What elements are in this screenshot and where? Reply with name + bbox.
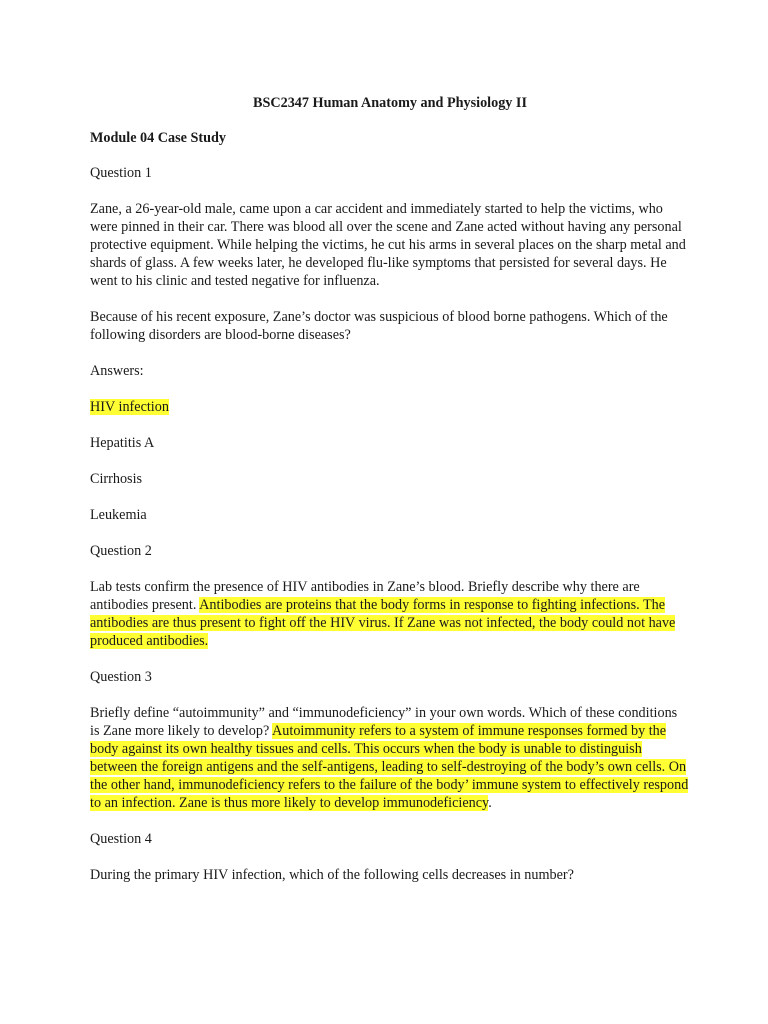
question-3-label: Question 3	[90, 669, 152, 685]
module-heading: Module 04 Case Study	[90, 130, 226, 146]
answer-option-1-highlight: HIV infection	[90, 399, 169, 415]
question-3-answer-end: .	[488, 795, 492, 811]
question-1-scenario: Zane, a 26-year-old male, came upon a car accident and immediately started to help the victims, who were pinned in their car. There was blood all over the scene and Zane acted without having any personal protective equipment. While helping the victims, he cut his arms in several places on the sharp metal and shards of glass. A few weeks later, he developed flu-like symptoms that persisted for several days. He went to his clinic and tested negative for influenza.	[90, 201, 686, 289]
answer-option-3: Cirrhosis	[90, 471, 143, 487]
document-page	[90, 94, 690, 884]
answer-option-1	[90, 398, 690, 416]
question-1-prompt: Because of his recent exposure, Zane’s doctor was suspicious of blood borne pathogens. Which of the following disorders are blood-borne diseases?	[90, 309, 668, 343]
question-3-body	[90, 704, 690, 812]
question-4-prompt: During the primary HIV infection, which of the following cells decreases in number?	[90, 867, 574, 883]
answer-option-4: Leukemia	[90, 507, 147, 523]
question-4-label: Question 4	[90, 831, 152, 847]
document-title: BSC2347 Human Anatomy and Physiology II	[253, 95, 527, 111]
answer-option-2: Hepatitis A	[90, 435, 155, 451]
question-3-prompt: Briefly define “autoimmunity” and “immunodeficiency” in your own words. Which of these conditions is Zane more likely to develop?	[90, 705, 678, 739]
question-2-answer: Antibodies are proteins that the body forms in response to fighting infections. The antibodies are thus present to fight off the HIV virus. If Zane was not infected, the body could not have produced antibodies.	[90, 597, 676, 649]
answers-label: Answers:	[90, 363, 144, 379]
question-3-answer: Autoimmunity refers to a system of immune responses formed by the body against its own healthy tissues and cells. This occurs when the body is unable to distinguish between the foreign antigens and the self-antigens, leading to self-destroying of the body’s own cells. On the other hand, immunodeficiency refers to the failure of the body’ immune system to effectively respond to an infection. Zane is thus more likely to develop immunodeficiency	[90, 723, 689, 811]
question-2-label: Question 2	[90, 543, 152, 559]
question-2-prompt: Lab tests confirm the presence of HIV antibodies in Zane’s blood. Briefly describe why there are antibodies present.	[90, 579, 640, 613]
question-1-label: Question 1	[90, 165, 152, 181]
question-2-body	[90, 578, 690, 650]
